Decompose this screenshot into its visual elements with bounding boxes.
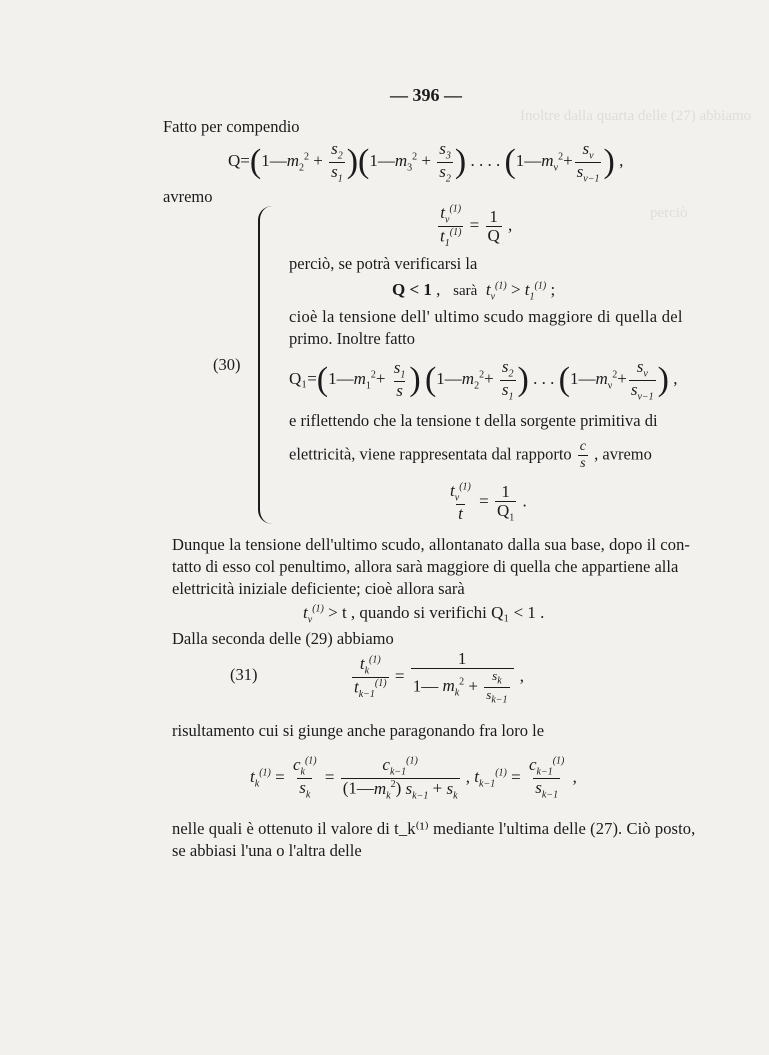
- paragraph-text: elettricità iniziale deficiente; cioè allora sarà: [172, 579, 465, 598]
- paragraph-text: se abbiasi l'una o l'altra delle: [172, 841, 362, 860]
- sara-text: sarà: [453, 283, 478, 299]
- paragraph-text: primo. Inoltre fatto: [289, 329, 416, 348]
- equation-31: $\frac{t_k^{(1)}}{t_{k-1}^{(1)}}$ = 1 1— $m_k^2$ + $\frac{s_k}{s_{k-1}}$ ,: [354, 649, 525, 706]
- paragraph-text: e riflettendo che la tensione t della sorgente primitiva di: [289, 411, 658, 430]
- equation-final-ratio: $\frac{t_\nu^{(1)}}{t}$ = $\frac{1}{Q_1}$ .: [450, 481, 527, 523]
- equation-comparison: $t_k^{(1)}$ = $\frac{c_k^{(1)}}{s_k}$ = $\frac{c_{k-1}^{(1)}}{(1—m_k^2) s_{k-1} + s_k}$ , $t_{k-1}^{(1)}$ = $\frac{c_{k-1}^{(1)}}{s_{k-1}}$ ,: [250, 755, 577, 801]
- condition-text: Q < 1: [392, 280, 432, 299]
- equation-lhs: Q=: [228, 151, 250, 171]
- paragraph-text: tatto di esso col penultimo, allora sarà maggiore di quella che appartiene alla: [172, 557, 679, 576]
- paragraph-text: perciò, se potrà verificarsi la: [289, 254, 478, 273]
- equation-when: $t_\nu^{(1)} > t$ , quando si verifichi Q₁ < 1 .: [303, 603, 545, 626]
- equation-ratio: $\frac{t_\nu^{(1)}}{t_1^{(1)}}$ = $\frac{1}{Q}$ ,: [440, 203, 513, 249]
- paragraph-text: avremo: [163, 187, 213, 206]
- equation-number: (30): [213, 355, 241, 374]
- equation-q1: $Q_1=(1—m_1^2+$ $\frac{s_1}{s}$ ) ($1—m_2^2+$ $\frac{s_2}{s_1}$ ) . . . ($1—m_\nu^2+$ $\frac{s_\nu}{s_{\nu-1}}$ ) ,: [289, 357, 678, 403]
- text-fragment: elettricità, viene rappresentata dal rapporto: [289, 444, 572, 464]
- paragraph-text: Dunque la tensione dell'ultimo scudo, allontanato dalla sua base, dopo il con-: [172, 535, 691, 554]
- paragraph-text: Dalla seconda delle (29) abbiamo: [172, 629, 394, 648]
- paragraph-text: Fatto per compendio: [163, 117, 300, 136]
- bleed-through-text: perciò: [650, 205, 688, 221]
- paragraph-text: elettricità, viene rappresentata dal rapporto $\frac{c}{s}$ , avremo: [289, 439, 652, 471]
- paragraph-text: risultamento cui si giunge anche paragonando fra loro le: [172, 721, 545, 740]
- paragraph-text: nelle quali è ottenuto il valore di t_k⁽¹⁾ mediante l'ultima delle (27). Ciò posto,: [172, 819, 696, 838]
- equation-brace: [258, 206, 274, 524]
- bleed-through-text: Inoltre dalla quarta delle (27) abbiamo: [520, 108, 752, 124]
- condition-text: > t , quando si verifichi Q₁ < 1 .: [328, 603, 545, 622]
- text-fragment: , avremo: [594, 444, 652, 464]
- equation-q: $Q=(1—m_2^2$ + $\frac{s_2}{s_1}$ )($1—m_3^2$ + $\frac{s_3}{s_2}$ ) . . . . ($1—m_\nu^2+$ $\frac{s_\nu}{s_{\nu-1}}$ ) ,: [228, 139, 624, 185]
- equation-lhs: Q₁=: [289, 369, 317, 389]
- equation-number: (31): [230, 665, 258, 684]
- paragraph-text: cioè la tensione dell' ultimo scudo maggiore di quella del: [289, 307, 683, 326]
- page-number: — 396 —: [390, 85, 462, 105]
- equation-condition: Q < 1 , sarà $t_\nu^{(1)} > t_1^{(1)}$ ;: [392, 280, 556, 303]
